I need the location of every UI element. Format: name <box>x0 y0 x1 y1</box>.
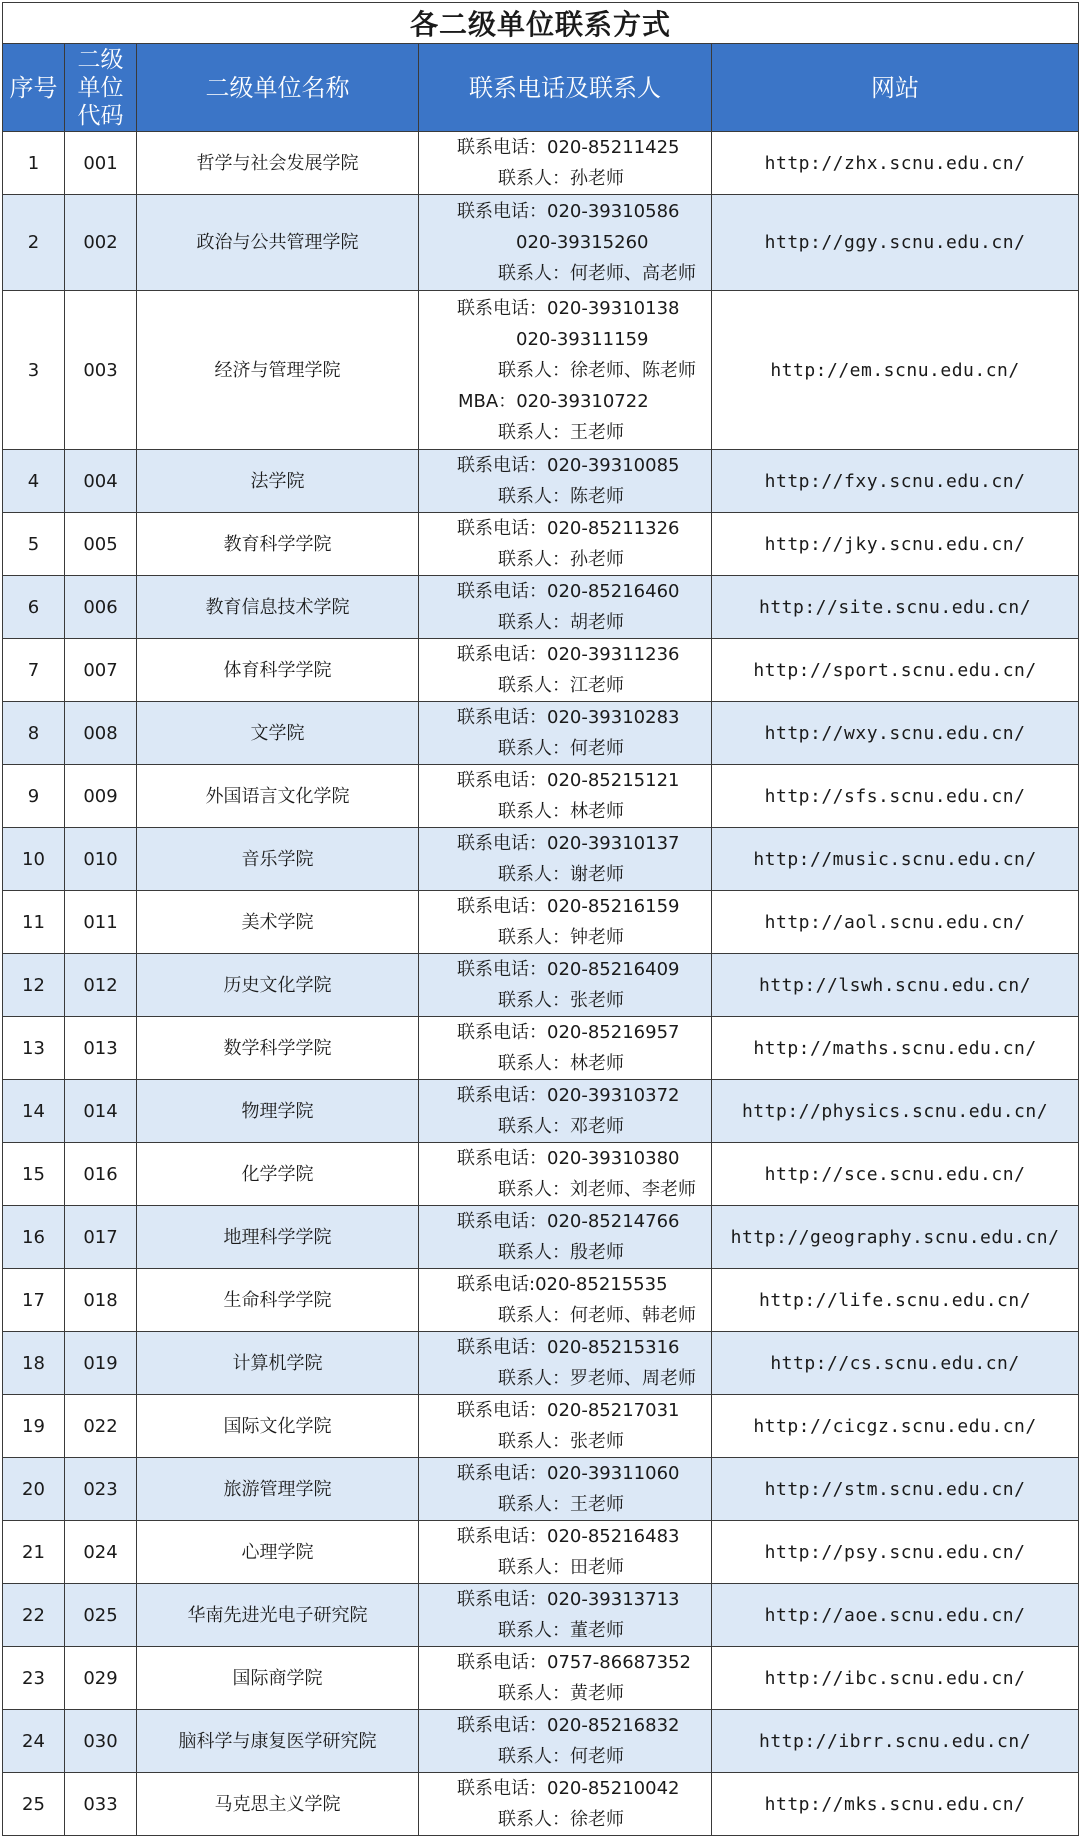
table-row <box>3 891 1079 954</box>
contact-line: 联系电话：020-85216957 <box>457 1022 680 1043</box>
cell-website-link[interactable]: http://ibc.scnu.edu.cn/ <box>712 1647 1079 1710</box>
table-row <box>3 1332 1079 1395</box>
cell-unit-name: 音乐学院 <box>137 828 419 891</box>
table-row <box>3 132 1079 195</box>
cell-unit-name: 数学科学学院 <box>137 1017 419 1080</box>
contact-line: 联系人：孙老师 <box>498 168 624 189</box>
cell-unit-name: 华南先进光电子研究院 <box>137 1584 419 1647</box>
contact-line: 联系电话：020-39310372 <box>457 1085 680 1106</box>
contact-line: 联系电话：020-85216460 <box>457 581 680 602</box>
contact-line: 联系人：王老师 <box>498 1494 624 1515</box>
cell-unit-name: 哲学与社会发展学院 <box>137 132 419 195</box>
cell-website-link[interactable]: http://aol.scnu.edu.cn/ <box>712 891 1079 954</box>
cell-index: 19 <box>3 1395 65 1458</box>
cell-contact <box>419 765 712 828</box>
contact-line: 联系人：罗老师、周老师 <box>498 1368 696 1389</box>
contact-line: 联系电话：020-85211425 <box>457 137 680 158</box>
contact-line: 联系人：陈老师 <box>498 486 624 507</box>
cell-code: 025 <box>65 1584 137 1647</box>
cell-website-link[interactable]: http://ibrr.scnu.edu.cn/ <box>712 1710 1079 1773</box>
cell-unit-name: 教育科学学院 <box>137 513 419 576</box>
cell-contact <box>419 1773 712 1836</box>
cell-website-link[interactable]: http://mks.scnu.edu.cn/ <box>712 1773 1079 1836</box>
contact-line: 联系人：徐老师、陈老师 <box>498 359 696 381</box>
cell-index: 22 <box>3 1584 65 1647</box>
table-row <box>3 702 1079 765</box>
contact-line: 联系电话：020-85217031 <box>457 1400 680 1421</box>
contact-line: 联系电话：020-85216832 <box>457 1715 680 1736</box>
cell-code: 018 <box>65 1269 137 1332</box>
cell-contact <box>419 639 712 702</box>
contact-line: 联系人：王老师 <box>498 421 624 443</box>
table-row <box>3 1395 1079 1458</box>
contact-line: 联系人：林老师 <box>498 1053 624 1074</box>
cell-contact <box>419 1017 712 1080</box>
cell-index: 20 <box>3 1458 65 1521</box>
contact-line: MBA：020-39310722 <box>458 390 649 412</box>
cell-unit-name: 教育信息技术学院 <box>137 576 419 639</box>
cell-index: 8 <box>3 702 65 765</box>
cell-code: 017 <box>65 1206 137 1269</box>
contact-line: 联系电话：020-85210042 <box>457 1778 680 1799</box>
cell-contact <box>419 1269 712 1332</box>
contact-line: 联系人：林老师 <box>498 801 624 822</box>
contact-line: 联系电话:020-85215535 <box>457 1274 668 1295</box>
cell-index: 16 <box>3 1206 65 1269</box>
contact-line: 联系人：田老师 <box>498 1557 624 1578</box>
header-website: 网站 <box>712 44 1079 132</box>
cell-code: 033 <box>65 1773 137 1836</box>
cell-code: 004 <box>65 450 137 513</box>
cell-contact <box>419 291 712 450</box>
cell-code: 003 <box>65 291 137 450</box>
table-row <box>3 1773 1079 1836</box>
cell-index: 24 <box>3 1710 65 1773</box>
contact-line: 联系人：江老师 <box>498 675 624 696</box>
table-row <box>3 1080 1079 1143</box>
contact-table <box>2 2 1079 1836</box>
table-body <box>3 132 1079 1836</box>
contact-line: 联系人：刘老师、李老师 <box>498 1179 696 1200</box>
contact-line: 联系电话：0757-86687352 <box>457 1652 691 1673</box>
header-code-line3: 代码 <box>77 102 124 129</box>
cell-index: 18 <box>3 1332 65 1395</box>
table-row <box>3 1017 1079 1080</box>
cell-index: 6 <box>3 576 65 639</box>
contact-line: 020-39311159 <box>516 328 649 350</box>
contact-line: 联系电话：020-85216159 <box>457 896 680 917</box>
contact-line: 020-39315260 <box>516 232 649 253</box>
cell-contact <box>419 702 712 765</box>
contact-line: 联系电话：020-39310138 <box>457 297 680 319</box>
cell-website-link[interactable]: http://ggy.scnu.edu.cn/ <box>712 195 1079 291</box>
cell-website-link[interactable]: http://sport.scnu.edu.cn/ <box>712 639 1079 702</box>
table-row <box>3 576 1079 639</box>
cell-unit-name: 法学院 <box>137 450 419 513</box>
contact-line: 联系人：张老师 <box>498 990 624 1011</box>
cell-index: 7 <box>3 639 65 702</box>
cell-website-link[interactable]: http://cicgz.scnu.edu.cn/ <box>712 1395 1079 1458</box>
table-row <box>3 828 1079 891</box>
cell-code: 011 <box>65 891 137 954</box>
header-code <box>65 44 137 132</box>
contact-line: 联系电话：020-39310380 <box>457 1148 680 1169</box>
cell-unit-name: 心理学院 <box>137 1521 419 1584</box>
table-row <box>3 954 1079 1017</box>
cell-contact <box>419 1143 712 1206</box>
page-title: 各二级单位联系方式 <box>3 3 1079 44</box>
cell-index: 5 <box>3 513 65 576</box>
cell-website-link[interactable]: http://em.scnu.edu.cn/ <box>712 291 1079 450</box>
header-index: 序号 <box>3 44 65 132</box>
cell-contact <box>419 1080 712 1143</box>
contact-line: 联系电话：020-39310283 <box>457 707 680 728</box>
cell-unit-name: 化学学院 <box>137 1143 419 1206</box>
header-contact: 联系电话及联系人 <box>419 44 712 132</box>
cell-website-link[interactable]: http://aoe.scnu.edu.cn/ <box>712 1584 1079 1647</box>
contact-line: 联系人：何老师 <box>498 1746 624 1767</box>
cell-website-link[interactable]: http://geography.scnu.edu.cn/ <box>712 1206 1079 1269</box>
cell-contact <box>419 1395 712 1458</box>
contact-line: 联系人：何老师、韩老师 <box>498 1305 696 1326</box>
cell-contact <box>419 195 712 291</box>
cell-website-link[interactable]: http://psy.scnu.edu.cn/ <box>712 1521 1079 1584</box>
cell-unit-name: 计算机学院 <box>137 1332 419 1395</box>
cell-contact <box>419 954 712 1017</box>
cell-code: 019 <box>65 1332 137 1395</box>
cell-unit-name: 国际商学院 <box>137 1647 419 1710</box>
contact-line: 联系人：董老师 <box>498 1620 624 1641</box>
cell-code: 008 <box>65 702 137 765</box>
cell-code: 014 <box>65 1080 137 1143</box>
contact-line: 联系电话：020-85216409 <box>457 959 680 980</box>
header-row <box>3 44 1079 132</box>
cell-contact <box>419 1206 712 1269</box>
cell-contact <box>419 891 712 954</box>
contact-line: 联系电话：020-85215121 <box>457 770 680 791</box>
cell-code: 007 <box>65 639 137 702</box>
cell-website-link[interactable]: http://jky.scnu.edu.cn/ <box>712 513 1079 576</box>
cell-website-link[interactable]: http://site.scnu.edu.cn/ <box>712 576 1079 639</box>
contact-line: 联系电话：020-39313713 <box>457 1589 680 1610</box>
cell-unit-name: 旅游管理学院 <box>137 1458 419 1521</box>
table-row <box>3 513 1079 576</box>
contact-line: 联系电话：020-85216483 <box>457 1526 680 1547</box>
cell-code: 012 <box>65 954 137 1017</box>
cell-contact <box>419 1584 712 1647</box>
contact-line: 联系人：张老师 <box>498 1431 624 1452</box>
cell-code: 030 <box>65 1710 137 1773</box>
cell-website-link[interactable]: http://fxy.scnu.edu.cn/ <box>712 450 1079 513</box>
contact-line: 联系电话：020-85214766 <box>457 1211 680 1232</box>
cell-index: 12 <box>3 954 65 1017</box>
cell-index: 17 <box>3 1269 65 1332</box>
cell-index: 14 <box>3 1080 65 1143</box>
cell-contact <box>419 1332 712 1395</box>
cell-unit-name: 生命科学学院 <box>137 1269 419 1332</box>
cell-contact <box>419 1521 712 1584</box>
cell-code: 029 <box>65 1647 137 1710</box>
cell-unit-name: 国际文化学院 <box>137 1395 419 1458</box>
header-code-line2: 单位 <box>77 74 124 101</box>
cell-contact <box>419 513 712 576</box>
table-row <box>3 1647 1079 1710</box>
table-row <box>3 1269 1079 1332</box>
cell-website-link[interactable]: http://sce.scnu.edu.cn/ <box>712 1143 1079 1206</box>
cell-code: 022 <box>65 1395 137 1458</box>
cell-code: 024 <box>65 1521 137 1584</box>
cell-code: 009 <box>65 765 137 828</box>
table-row <box>3 1521 1079 1584</box>
cell-website-link[interactable]: http://stm.scnu.edu.cn/ <box>712 1458 1079 1521</box>
cell-website-link[interactable]: http://maths.scnu.edu.cn/ <box>712 1017 1079 1080</box>
cell-website-link[interactable]: http://physics.scnu.edu.cn/ <box>712 1080 1079 1143</box>
cell-index: 1 <box>3 132 65 195</box>
cell-contact <box>419 828 712 891</box>
cell-unit-name: 马克思主义学院 <box>137 1773 419 1836</box>
cell-contact <box>419 132 712 195</box>
cell-index: 23 <box>3 1647 65 1710</box>
cell-index: 2 <box>3 195 65 291</box>
table-row <box>3 291 1079 450</box>
cell-website-link[interactable]: http://life.scnu.edu.cn/ <box>712 1269 1079 1332</box>
contact-line: 联系电话：020-39310137 <box>457 833 680 854</box>
cell-index: 10 <box>3 828 65 891</box>
cell-contact <box>419 1458 712 1521</box>
cell-unit-name: 体育科学学院 <box>137 639 419 702</box>
cell-code: 005 <box>65 513 137 576</box>
contact-line: 联系电话：020-39311236 <box>457 644 680 665</box>
contact-line: 联系电话：020-85215316 <box>457 1337 680 1358</box>
cell-website-link[interactable]: http://music.scnu.edu.cn/ <box>712 828 1079 891</box>
cell-index: 9 <box>3 765 65 828</box>
table-row <box>3 1584 1079 1647</box>
cell-code: 023 <box>65 1458 137 1521</box>
table-row <box>3 1458 1079 1521</box>
cell-website-link[interactable]: http://cs.scnu.edu.cn/ <box>712 1332 1079 1395</box>
cell-unit-name: 历史文化学院 <box>137 954 419 1017</box>
cell-index: 11 <box>3 891 65 954</box>
cell-unit-name: 经济与管理学院 <box>137 291 419 450</box>
cell-unit-name: 美术学院 <box>137 891 419 954</box>
cell-index: 21 <box>3 1521 65 1584</box>
contact-line: 联系电话：020-39310085 <box>457 455 680 476</box>
cell-website-link[interactable]: http://zhx.scnu.edu.cn/ <box>712 132 1079 195</box>
table-row <box>3 1143 1079 1206</box>
cell-code: 002 <box>65 195 137 291</box>
cell-index: 15 <box>3 1143 65 1206</box>
table-row <box>3 1710 1079 1773</box>
contact-line: 联系人：徐老师 <box>498 1809 624 1830</box>
contact-line: 联系电话：020-39310586 <box>457 201 680 222</box>
table-row <box>3 765 1079 828</box>
cell-contact <box>419 1647 712 1710</box>
contact-line: 联系人：邓老师 <box>498 1116 624 1137</box>
cell-code: 010 <box>65 828 137 891</box>
contact-line: 联系电话：020-39311060 <box>457 1463 680 1484</box>
contact-line: 联系人：殷老师 <box>498 1242 624 1263</box>
title-row <box>3 3 1079 44</box>
cell-code: 013 <box>65 1017 137 1080</box>
cell-contact <box>419 450 712 513</box>
contact-line: 联系人：钟老师 <box>498 927 624 948</box>
cell-unit-name: 外国语言文化学院 <box>137 765 419 828</box>
table-row <box>3 450 1079 513</box>
contact-line: 联系人：谢老师 <box>498 864 624 885</box>
cell-unit-name: 文学院 <box>137 702 419 765</box>
contact-line: 联系电话：020-85211326 <box>457 518 680 539</box>
cell-website-link[interactable]: http://sfs.scnu.edu.cn/ <box>712 765 1079 828</box>
cell-contact <box>419 576 712 639</box>
contact-line: 联系人：何老师、高老师 <box>498 263 696 284</box>
table-row <box>3 195 1079 291</box>
contact-line: 联系人：黄老师 <box>498 1683 624 1704</box>
table-row <box>3 639 1079 702</box>
cell-unit-name: 地理科学学院 <box>137 1206 419 1269</box>
contact-line: 联系人：胡老师 <box>498 612 624 633</box>
cell-website-link[interactable]: http://lswh.scnu.edu.cn/ <box>712 954 1079 1017</box>
contact-table-sheet <box>2 2 1078 1836</box>
cell-unit-name: 脑科学与康复医学研究院 <box>137 1710 419 1773</box>
cell-code: 001 <box>65 132 137 195</box>
cell-contact <box>419 1710 712 1773</box>
cell-index: 4 <box>3 450 65 513</box>
cell-code: 016 <box>65 1143 137 1206</box>
cell-index: 3 <box>3 291 65 450</box>
contact-line: 联系人：孙老师 <box>498 549 624 570</box>
cell-index: 13 <box>3 1017 65 1080</box>
cell-website-link[interactable]: http://wxy.scnu.edu.cn/ <box>712 702 1079 765</box>
cell-unit-name: 物理学院 <box>137 1080 419 1143</box>
contact-line: 联系人：何老师 <box>498 738 624 759</box>
table-row <box>3 1206 1079 1269</box>
header-code-line1: 二级 <box>77 46 124 73</box>
header-name: 二级单位名称 <box>137 44 419 132</box>
cell-code: 006 <box>65 576 137 639</box>
cell-unit-name: 政治与公共管理学院 <box>137 195 419 291</box>
cell-index: 25 <box>3 1773 65 1836</box>
